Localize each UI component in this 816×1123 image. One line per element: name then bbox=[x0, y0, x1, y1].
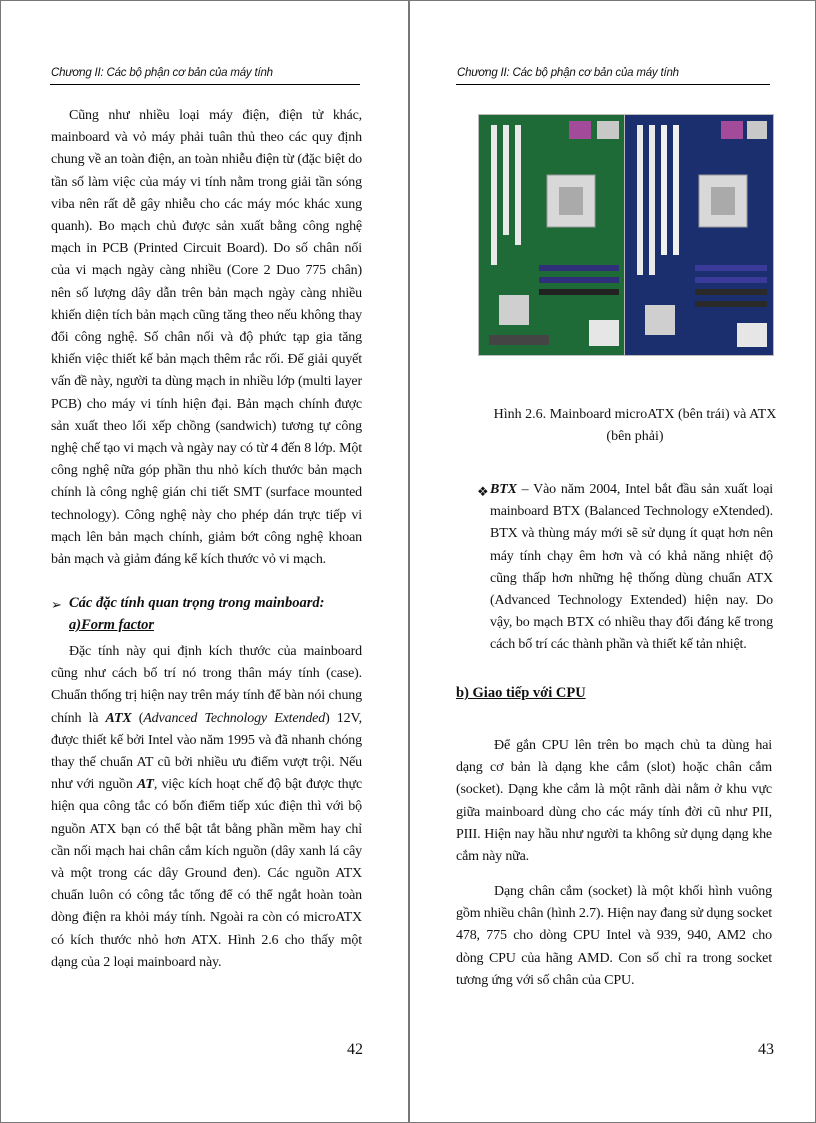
ff-atx: ATX bbox=[105, 710, 132, 726]
cpu-text-2 bbox=[456, 881, 772, 992]
diamond-bullet-icon: ❖ bbox=[477, 484, 489, 499]
ff-atx-full: Advanced Technology Extended bbox=[143, 710, 326, 726]
figure-caption: Hình 2.6. Mainboard microATX (bên trái) và ATX (bên phải) bbox=[493, 407, 777, 444]
ff-at: AT bbox=[137, 777, 154, 793]
btx-body: – Vào năm 2004, Intel bắt đầu sản xuất loại mainboard BTX (Balanced Technology eXtended). BTX và thùng máy mới sẽ sử dụng ít quạt hơn nên máy tính chạy êm hơn và có khả năng nhiệt độ cũng thấp hơn những hệ thống dùng chuẩn ATX (Advanced Technology Extended) hiện nay. Do vậy, bo mạch BTX có nhiều thay đổi đáng kể trong cách bố trí các thành phần và thiết kế tản nhiệt. bbox=[490, 482, 773, 653]
intro-text bbox=[51, 105, 362, 571]
form-factor-heading: a)Form factor bbox=[69, 617, 154, 633]
btx-label: BTX bbox=[490, 482, 517, 497]
microatx-mainboard-image bbox=[478, 114, 628, 356]
ff-open-paren: ( bbox=[131, 710, 144, 726]
btx-text bbox=[490, 479, 773, 657]
page-number: 42 bbox=[347, 1041, 363, 1058]
form-factor-text bbox=[51, 641, 362, 974]
right-page bbox=[409, 0, 816, 1123]
arrow-bullet-icon: ➢ bbox=[51, 597, 62, 612]
ff-part1: Đặc tính này qui định kích thước của mainboard cũng như cách bố trí nó trong thân máy tính (case). Chuẩn thống trị hiện nay trên máy tính để bàn nói chung chính là bbox=[51, 644, 362, 726]
cpu-paragraph-2: Dạng chân cắm (socket) là một khối hình vuông gồm nhiều chân (hình 2.7). Hiện nay đang sử dụng socket 478, 775 cho dòng CPU Intel và 939, 940, AM2 cho dòng CPU của hãng AMD. Con số chỉ ra trong socket tương ứng với số chân của CPU. bbox=[456, 884, 772, 988]
atx-mainboard-image bbox=[624, 114, 774, 356]
page-number: 43 bbox=[758, 1041, 774, 1058]
cpu-paragraph-1: Để gắn CPU lên trên bo mạch chủ ta dùng hai dạng cơ bản là dạng khe cắm (slot) hoặc chân cắm (socket). Dạng khe cắm là một rãnh dài nằm ở khu vực giữa mainboard dùng cho các máy tính đời cũ như PII, PIII. Hiện nay hầu như người ta không sử dụng dạng khe cắm này nữa. bbox=[456, 738, 772, 865]
header-rule bbox=[50, 84, 360, 85]
intro-paragraph: Cũng như nhiều loại máy điện, điện tử khác, mainboard và vỏ máy phải tuân thủ theo các quy định chung về an toàn điện, an toàn nhiễu điện từ (đặc biệt do tần số làm việc của máy vi tính nằm trong giải tần sóng viba nên rất dễ gây nhiễu cho các máy móc khác xung quanh). Bo mạch chủ được sản xuất bằng công nghệ mạch in PCB (Printed Circuit Board). Do số chân nối của vi mạch ngày càng nhiều (Core 2 Duo 775 chân) nên số lượng dây dẫn trên bản mạch ngày càng nhiều khiến diện tích bản mạch cũng tăng theo nếu không thay đổi công nghệ. Số chân nối và độ phức tạp gia tăng khiến việc thiết kế bản mạch thêm rắc rối. Để giải quyết vấn đề này, người ta dùng mạch in nhiều lớp (multi layer PCB) cho máy vi tính hiện đại. Bản mạch chính được sản xuất theo lối xếp chồng (sandwich) tương tự công nghệ chế tạo vi mạch và ngày nay có từ 4 đến 8 lớp. Một công nghệ nữa góp phần thu nhỏ kích thước bản mạch chính là công nghệ gián chi tiết SMT (surface mounted technology). Công nghệ này cho phép dán trực tiếp vi mạch lên bản mạch chính, giảm bớt công nghệ khoan bản mạch và giảm đáng kể kích thước vỏ vi mạch. bbox=[51, 108, 362, 568]
cpu-text-1 bbox=[456, 735, 772, 868]
header-rule bbox=[456, 84, 770, 85]
btx-paragraph bbox=[490, 479, 773, 657]
cpu-section-heading: b) Giao tiếp với CPU bbox=[456, 685, 586, 701]
running-header: Chương II: Các bộ phận cơ bản của máy tính bbox=[457, 67, 679, 79]
running-header: Chương II: Các bộ phận cơ bản của máy tính bbox=[51, 67, 273, 79]
ff-part2: ) 12V, được thiết kế bởi Intel vào năm 1995 và đã nhanh chóng thay thế chuẩn AT cũ bởi nhiều ưu điểm vượt trội. Nếu như với nguồn bbox=[51, 710, 362, 793]
form-factor-paragraph bbox=[51, 641, 362, 974]
ff-part3: , việc kích hoạt chế độ bật được thực hiện qua công tắc có bốn điểm tiếp xúc điện thì với bộ nguồn ATX bạn có thể bật tắt bằng phần mềm hay chỉ cần nối mạch hai chân cắm kích nguồn (dây xanh lá cây và một trong các dây Ground đen). Các nguồn ATX chuẩn luôn có công tắc tổng để có thể ngắt hoàn toàn dòng điện ra khỏi máy tính. Ngoài ra còn có microATX có kích thước nhỏ hơn ATX. Hình 2.6 cho thấy một dạng của 2 loại mainboard này. bbox=[51, 777, 363, 970]
features-heading: Các đặc tính quan trọng trong mainboard: bbox=[69, 595, 325, 611]
